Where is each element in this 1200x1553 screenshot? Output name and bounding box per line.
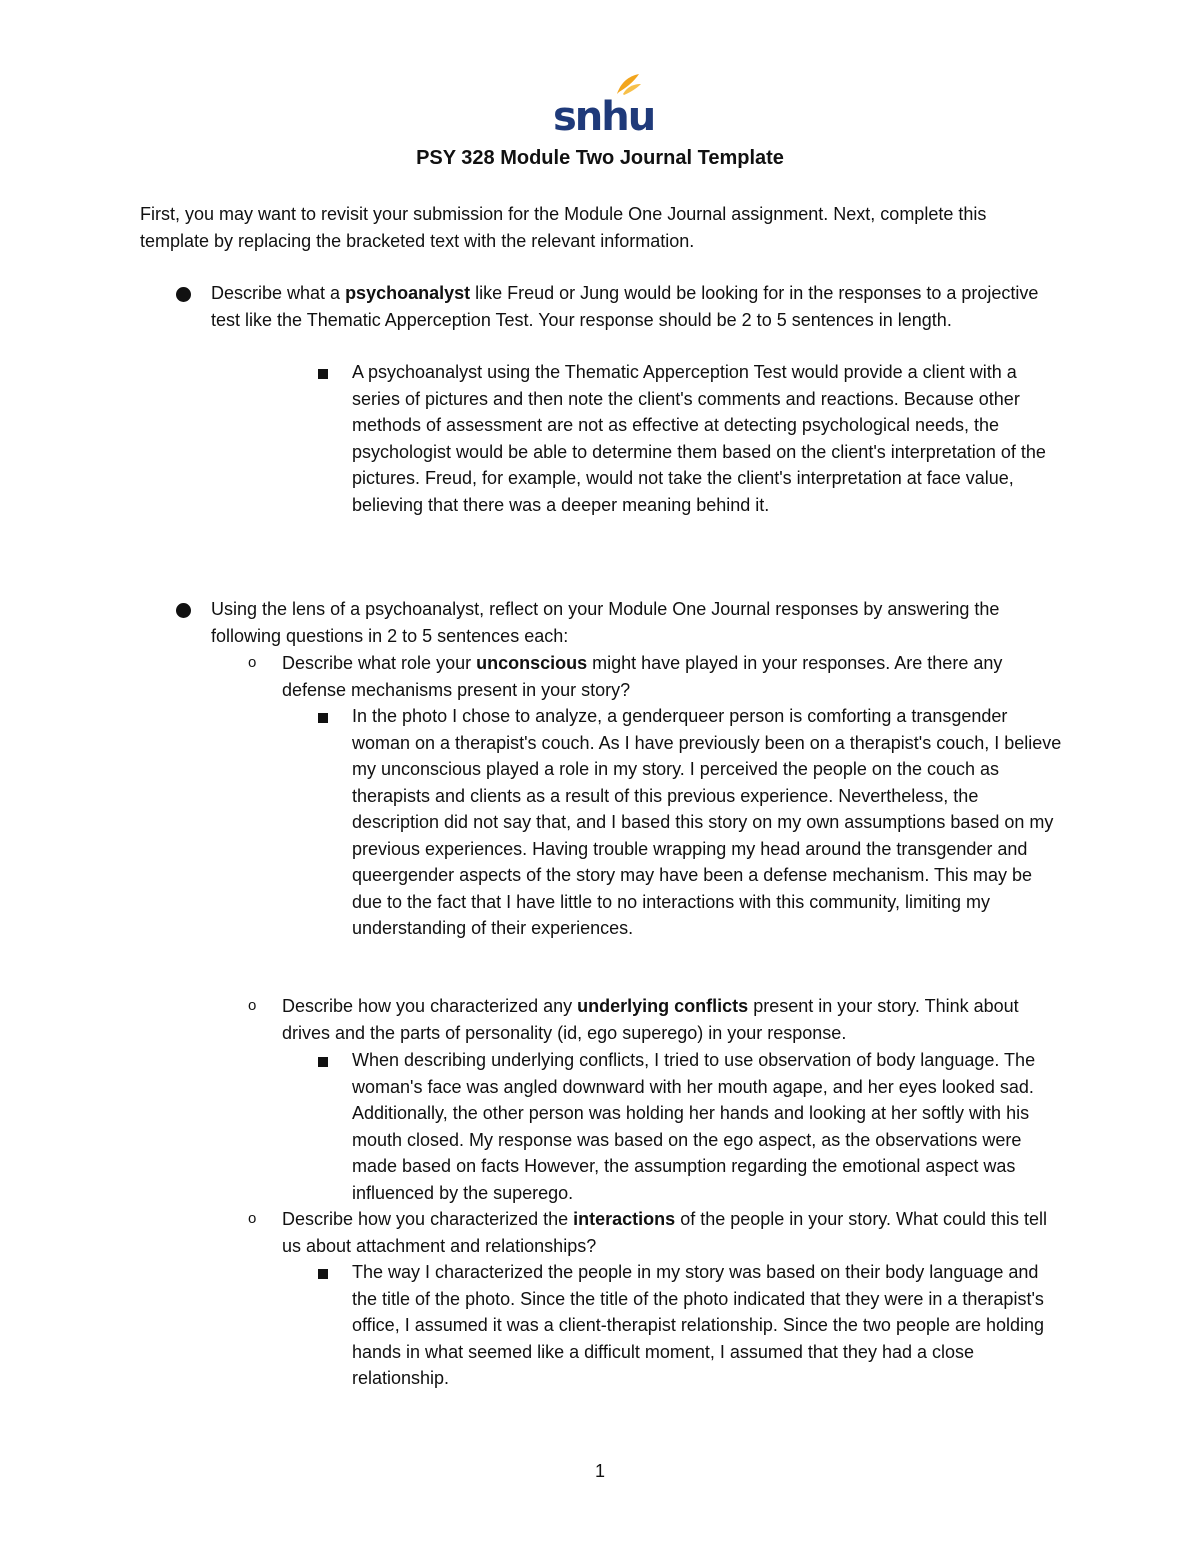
keyword-unconscious: unconscious	[476, 653, 588, 673]
circle-bullet-icon: o	[248, 1210, 257, 1227]
document-title: PSY 328 Module Two Journal Template	[416, 147, 784, 169]
circle-bullet-icon: o	[248, 654, 257, 671]
square-bullet-icon	[318, 1269, 328, 1279]
subquestion-unconscious: Describe what role your unconscious might have played in your responses. Are there any defense mechanisms present in your story?	[282, 653, 1003, 700]
intro-paragraph: First, you may want to revisit your submission for the Module One Journal assignment. Next, complete this template by replacing the bracketed text with the relevant information.	[140, 204, 987, 251]
question-2: Using the lens of a psychoanalyst, reflect on your Module One Journal responses by answering the following questions in 2 to 5 sentences each:	[211, 599, 1000, 646]
square-bullet-icon	[318, 713, 328, 723]
answer-underlying-conflicts: When describing underlying conflicts, I tried to use observation of body language. The woman's face was angled downward with her mouth agape, and her eyes looked sad. Additionally, the other person was holding her hands and looking at her softly with his mouth closed. My response was based on the ego aspect, as the observations were made based on facts However, the assumption regarding the emotional aspect was influenced by the superego.	[352, 1050, 1036, 1203]
keyword-psychoanalyst: psychoanalyst	[345, 283, 471, 303]
square-bullet-icon	[318, 1057, 328, 1067]
answer-unconscious: In the photo I chose to analyze, a genderqueer person is comforting a transgender woman on a therapist's couch. As I have previously been on a therapist's couch, I believe my unconscious played a role in my story. I perceived the people on the couch as therapists and clients as a result of this previous experience. Nevertheless, the description did not say that, and I based this story on my own assumptions based on my previous experiences. Having trouble wrapping my head around the transgender and queergender aspects of the story may have been a defense mechanism. This may be due to the fact that I have little to no interactions with this community, limiting my understanding of their experiences.	[352, 706, 1062, 938]
answer-interactions: The way I characterized the people in my story was based on their body language and the title of the photo. Since the title of the photo indicated that they were in a therapist's office, I assumed it was a client-therapist relationship. Since the two people are holding hands in what seemed like a difficult moment, I assumed that they had a close relationship.	[352, 1262, 1045, 1388]
page-number: 1	[594, 1461, 605, 1481]
subquestion-interactions: Describe how you characterized the interactions of the people in your story. What could this tell us about attachment and relationships?	[282, 1209, 1048, 1256]
answer-1: A psychoanalyst using the Thematic Apperception Test would provide a client with a series of pictures and then note the client's comments and reactions. Because other methods of assessment are not as effective at detecting psychological needs, the psychologist would be able to determine them based on the client's interpretation of the pictures. Freud, for example, would not take the client's interpretation at face value, believing that there was a deeper meaning behind it.	[352, 362, 1046, 515]
bullet-icon	[176, 603, 191, 618]
subquestion-underlying-conflicts: Describe how you characterized any underlying conflicts present in your story. Think about drives and the parts of personality (id, ego superego) in your response.	[282, 996, 1019, 1043]
bullet-icon	[176, 287, 191, 302]
square-bullet-icon	[318, 369, 328, 379]
circle-bullet-icon: o	[248, 997, 257, 1014]
snhu-logo	[553, 72, 655, 140]
question-1: Describe what a psychoanalyst like Freud or Jung would be looking for in the responses to a projective test like the Thematic Apperception Test. Your response should be 2 to 5 sentences in length.	[211, 283, 1039, 330]
svg-text:snhu: snhu	[553, 94, 655, 140]
keyword-underlying-conflicts: underlying conflicts	[577, 996, 749, 1016]
keyword-interactions: interactions	[573, 1209, 676, 1229]
